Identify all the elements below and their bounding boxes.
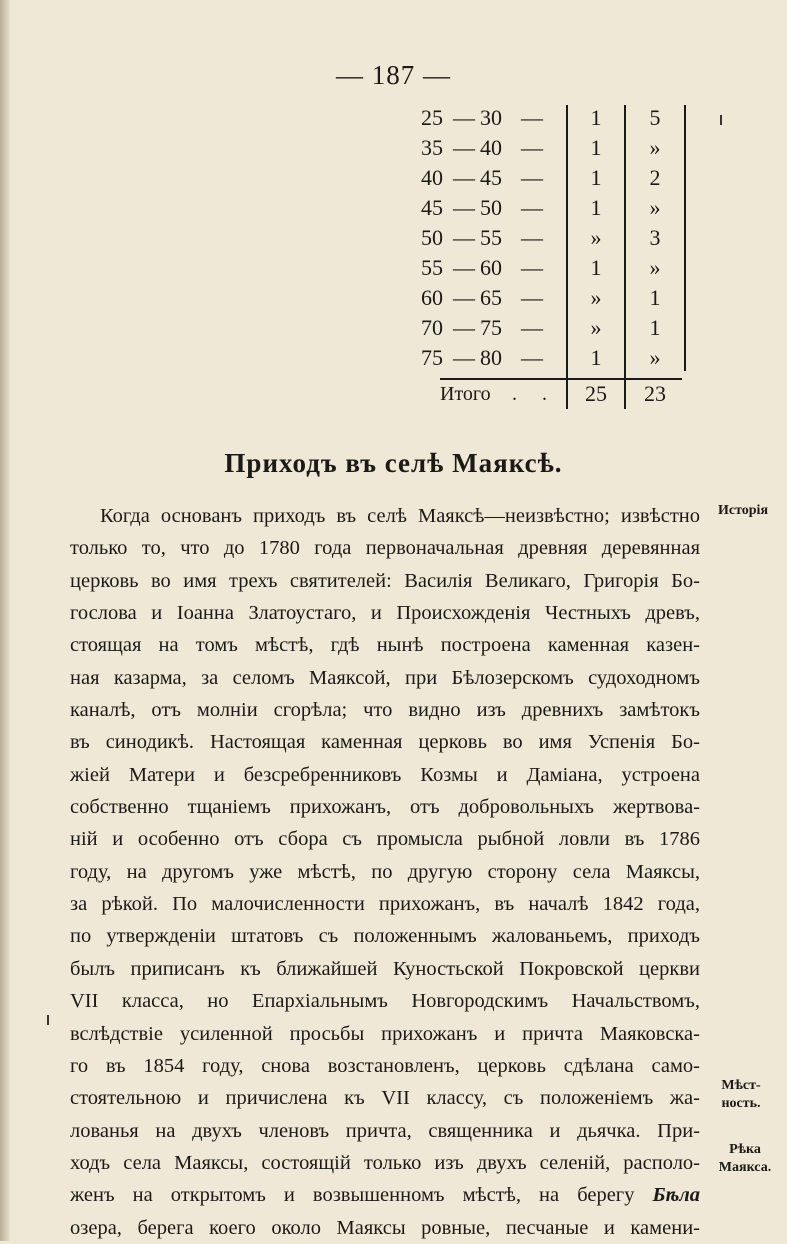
- age-from: 70: [421, 315, 443, 340]
- table-row: [400, 103, 700, 133]
- text-line-part: озера, берега коего около Маяксы ровные, песчаные и камени-: [70, 1216, 700, 1239]
- margin-note-river: [706, 1141, 784, 1177]
- female-count: »: [649, 195, 661, 220]
- age-to: 45: [480, 165, 502, 190]
- margin-note-history: Исторія: [717, 503, 769, 518]
- total-dots: . .: [512, 383, 557, 405]
- table-rule-vertical: [684, 105, 686, 371]
- text-line: по утвержденіи штатовъ съ положеннымъ жалованьемъ, приходъ: [70, 925, 700, 948]
- male-count: 1: [590, 165, 602, 190]
- margin-note-location: [703, 1077, 779, 1113]
- dash: —: [521, 285, 543, 310]
- female-count: 5: [649, 105, 661, 130]
- female-count: »: [649, 345, 661, 370]
- table-row: [400, 193, 700, 223]
- age-from: 40: [421, 165, 443, 190]
- age-from: 35: [421, 135, 443, 160]
- text-line: собственно тщаніемъ прихожанъ, отъ добровольныхъ жертвова-: [70, 796, 700, 819]
- italic-word: Бѣла: [652, 1184, 701, 1207]
- margin-note-river-line1: Рѣка: [729, 1142, 761, 1157]
- margin-note-location-line1: Мѣст-: [721, 1078, 761, 1093]
- dash: —: [453, 255, 475, 280]
- text-line: церковь во имя трехъ святителей: Василія Великаго, Григорія Бо-: [70, 569, 700, 592]
- page-binding-edge: [0, 0, 10, 1241]
- text-line: ходъ села Маяксы, состоящій только изъ двухъ селеній, располо-: [70, 1151, 700, 1174]
- male-count: 1: [590, 105, 602, 130]
- text-line: только то, что до 1780 года первоначальная древняя деревянная: [70, 537, 700, 560]
- dash: —: [521, 315, 543, 340]
- age-to: 75: [480, 315, 502, 340]
- dash: —: [453, 315, 475, 340]
- text-line: стоящая на томъ мѣстѣ, гдѣ нынѣ построена каменная казен-: [70, 634, 700, 657]
- section-title: Приходъ въ селѣ Маяксѣ.: [224, 448, 563, 478]
- table-row: [400, 223, 700, 253]
- age-to: 65: [480, 285, 502, 310]
- age-from: 75: [421, 345, 443, 370]
- dash: —: [453, 105, 475, 130]
- dash: —: [521, 105, 543, 130]
- female-count: »: [649, 255, 661, 280]
- dash: —: [521, 195, 543, 220]
- male-count: »: [590, 285, 602, 310]
- male-count: 1: [590, 345, 602, 370]
- age-from: 60: [421, 285, 443, 310]
- text-line: за рѣкой. По малочисленности прихожанъ, въ началѣ 1842 года,: [70, 893, 700, 916]
- age-to: 60: [480, 255, 502, 280]
- age-to: 40: [480, 135, 502, 160]
- dash: —: [453, 225, 475, 250]
- table-row: [400, 253, 700, 283]
- age-from: 45: [421, 195, 443, 220]
- dash: —: [453, 285, 475, 310]
- female-count: 1: [649, 285, 661, 310]
- table-rule-vertical: [624, 105, 626, 409]
- male-count: »: [590, 315, 602, 340]
- text-line: [70, 1212, 700, 1244]
- dash: —: [521, 225, 543, 250]
- text-line: ній и особенно отъ сбора съ промысла рыбной ловли въ 1786: [70, 828, 700, 851]
- table-row: [400, 283, 700, 313]
- female-count: 3: [649, 225, 661, 250]
- age-from: 25: [421, 105, 443, 130]
- margin-note-location-line2: ность.: [721, 1096, 761, 1111]
- table-row: [400, 343, 700, 373]
- text-line: ная казарма, за селомъ Маяксой, при Бѣлозерскомъ судоходномъ: [70, 666, 700, 689]
- text-line: го въ 1854 году, снова возстановленъ, церковь сдѣлана само-: [70, 1054, 700, 1077]
- female-count: 1: [649, 315, 661, 340]
- text-line: году, на другомъ уже мѣстѣ, по другую сторону села Маяксы,: [70, 860, 700, 883]
- ink-speck: [47, 1015, 49, 1025]
- age-table: [400, 103, 700, 409]
- age-from: 55: [421, 255, 443, 280]
- total-female: 23: [644, 381, 666, 406]
- dash: —: [453, 165, 475, 190]
- male-count: 1: [590, 195, 602, 220]
- text-line: VII класса, но Епархіальнымъ Новгородскимъ Начальствомъ,: [70, 990, 700, 1013]
- dash: —: [521, 255, 543, 280]
- text-line: былъ приписанъ къ ближайшей Куностьской Покровской церкви: [70, 957, 700, 980]
- dash: —: [453, 345, 475, 370]
- dash: —: [453, 195, 475, 220]
- table-total-row: [400, 379, 700, 409]
- female-count: 2: [649, 165, 661, 190]
- text-line: вслѣдствіе усиленной просьбы прихожанъ и причта Маяковска-: [70, 1022, 700, 1045]
- table-row: [400, 313, 700, 343]
- margin-note-river-line2: Маякса.: [718, 1160, 772, 1175]
- table-row: [400, 163, 700, 193]
- male-count: 1: [590, 255, 602, 280]
- dash: —: [521, 345, 543, 370]
- text-line: жіей Матери и безсребренниковъ Козмы и Даміана, устроена: [70, 763, 700, 786]
- text-line: каналѣ, отъ молніи сгорѣла; что видно изъ древнихъ замѣтокъ: [70, 699, 700, 722]
- body-text: [70, 500, 700, 1244]
- text-line: [70, 1179, 700, 1211]
- page-number: — 187 —: [336, 60, 451, 90]
- table-row: [400, 133, 700, 163]
- dash: —: [521, 165, 543, 190]
- age-to: 30: [480, 105, 502, 130]
- total-label: Итого: [440, 383, 491, 405]
- male-count: »: [590, 225, 602, 250]
- text-line: Когда основанъ приходъ въ селѣ Маяксѣ—неизвѣстно; извѣстно: [100, 505, 700, 527]
- age-to: 55: [480, 225, 502, 250]
- text-line-part: женъ на открытомъ и возвышенномъ мѣстѣ, на берегу: [70, 1184, 635, 1207]
- total-male: 25: [585, 381, 607, 406]
- age-to: 80: [480, 345, 502, 370]
- text-line: стоятельною и причислена къ VII классу, съ положеніемъ жа-: [70, 1087, 700, 1110]
- age-from: 50: [421, 225, 443, 250]
- ink-speck: [720, 115, 722, 125]
- age-to: 50: [480, 195, 502, 220]
- text-line: въ синодикѣ. Настоящая каменная церковь во имя Успенія Бо-: [70, 731, 700, 754]
- text-line: гослова и Іоанна Златоустаго, и Происхожденія Честныхъ древъ,: [70, 602, 700, 625]
- dash: —: [521, 135, 543, 160]
- dash: —: [453, 135, 475, 160]
- male-count: 1: [590, 135, 602, 160]
- table-rule-vertical: [566, 105, 568, 409]
- female-count: »: [649, 135, 661, 160]
- text-line: лованья на двухъ членовъ причта, священника и дьячка. При-: [70, 1119, 700, 1142]
